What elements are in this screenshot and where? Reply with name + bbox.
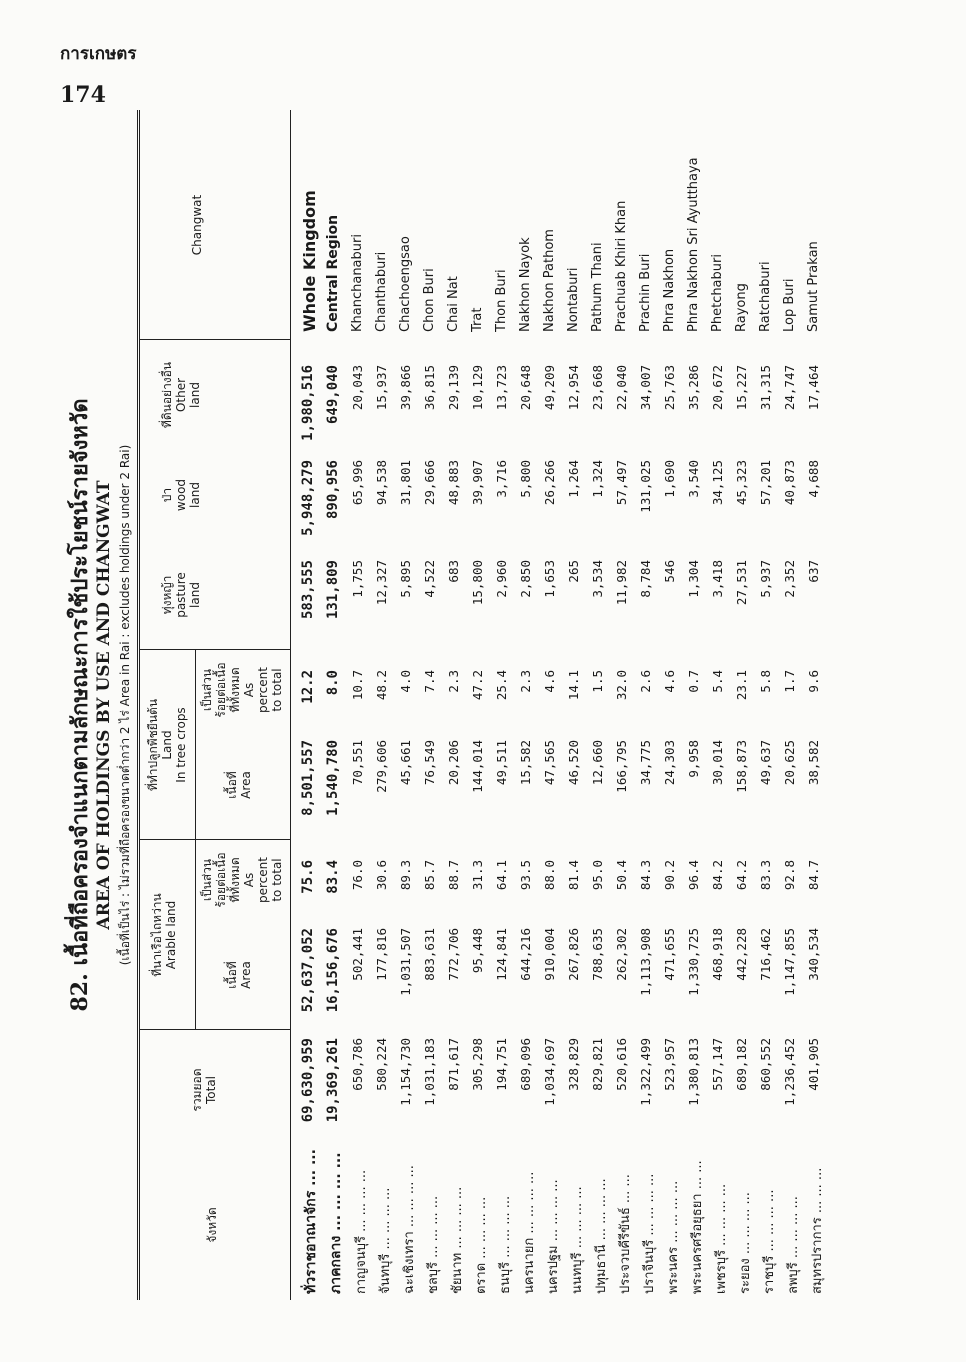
page-number: 174 [60, 82, 106, 108]
cell-en: Phra Nakhon [662, 248, 677, 332]
cell-th: ปราจีนบุรี ... ... ... ... [642, 1173, 657, 1294]
cell-arable: 502,441 [350, 928, 365, 981]
cell-arable: 883,631 [422, 928, 437, 981]
cell-arable: 262,302 [614, 928, 629, 981]
cell-tree-pct: 4.0 [398, 670, 413, 693]
cell-arable-pct: 96.4 [686, 860, 701, 891]
cell-wood: 131,025 [638, 460, 653, 513]
cell-arable: 177,816 [374, 928, 389, 981]
cell-en: Samut Prakan [806, 241, 821, 332]
cell-en: Central Region [325, 214, 341, 332]
cell-tree: 47,565 [542, 740, 557, 786]
cell-arable-pct: 81.4 [566, 860, 581, 891]
cell-arable: 340,534 [806, 928, 821, 981]
cell-pasture: 27,531 [734, 560, 749, 606]
cell-arable: 16,156,676 [325, 928, 341, 1013]
cell-tree: 158,873 [734, 740, 749, 793]
cell-tree: 15,582 [518, 740, 533, 786]
cell-total: 520,616 [614, 1038, 629, 1091]
cell-other: 29,139 [446, 365, 461, 411]
cell-wood: 34,125 [710, 460, 725, 506]
cell-arable-pct: 84.2 [710, 860, 725, 891]
cell-total: 829,821 [590, 1038, 605, 1091]
cell-arable-pct: 83.4 [325, 860, 341, 894]
cell-tree: 38,582 [806, 740, 821, 786]
cell-en: Trat [470, 307, 485, 332]
cell-en: Lop Buri [782, 278, 797, 332]
cell-pasture: 546 [662, 560, 677, 583]
cell-pasture: 5,895 [398, 560, 413, 598]
cell-wood: 57,201 [758, 460, 773, 506]
cell-total: 557,147 [710, 1038, 725, 1091]
cell-en: Nakhon Nayok [518, 237, 533, 332]
cell-tree: 9,958 [686, 740, 701, 778]
cell-arable-pct: 50.4 [614, 860, 629, 891]
cell-th: พระนครศรีอยุธยา ... ... [690, 1160, 705, 1294]
cell-arable: 52,637,052 [300, 928, 316, 1013]
cell-tree-pct: 10.7 [350, 670, 365, 701]
cell-tree: 279,606 [374, 740, 389, 793]
cell-arable: 442,228 [734, 928, 749, 981]
header-arable-percent: เป็นส่วน ร้อยต่อเนื้อ ที่ทั้งหมด As percent to total [200, 852, 284, 908]
header-tree: ที่ทำปลูกพืชยืนต้น Land In tree crops [146, 698, 188, 792]
cell-arable: 1,330,725 [686, 928, 701, 996]
cell-other: 15,227 [734, 365, 749, 411]
cell-pasture: 15,800 [470, 560, 485, 606]
cell-tree-pct: 12.2 [300, 670, 316, 704]
cell-th: ฉะเชิงเทรา ... ... ... ... [402, 1165, 417, 1294]
cell-tree-pct: 8.0 [325, 670, 341, 696]
cell-tree: 76,549 [422, 740, 437, 786]
cell-th: ชลบุรี ... ... ... ... [426, 1195, 441, 1294]
cell-wood: 26,266 [542, 460, 557, 506]
cell-arable-pct: 88.7 [446, 860, 461, 891]
cell-wood: 3,716 [494, 460, 509, 498]
cell-tree: 1,540,780 [325, 740, 341, 816]
cell-total: 1,034,697 [542, 1038, 557, 1106]
header-tree-area: เนื้อที่ Area [225, 771, 253, 799]
cell-tree: 45,661 [398, 740, 413, 786]
cell-arable-pct: 92.8 [782, 860, 797, 891]
cell-th: ชัยนาท ... ... ... ... [450, 1186, 465, 1294]
cell-tree-pct: 4.6 [542, 670, 557, 693]
cell-en: Pathum Thani [590, 242, 605, 332]
cell-arable: 124,841 [494, 928, 509, 981]
cell-pasture: 637 [806, 560, 821, 583]
cell-wood: 29,666 [422, 460, 437, 506]
cell-pasture: 131,809 [325, 560, 341, 620]
cell-th: สมุทรปราการ ... ... ... [810, 1167, 825, 1294]
rotated-table-page [50, 110, 850, 1300]
cell-arable-pct: 88.0 [542, 860, 557, 891]
header-arable-area: เนื้อที่ Area [225, 961, 253, 989]
cell-en: Thon Buri [494, 269, 509, 332]
cell-th: ภาคกลาง ... ... ... ... [328, 1152, 344, 1294]
cell-pasture: 4,522 [422, 560, 437, 598]
table-subtitle: (เนื้อที่เป็นไร่ : ไม่รวมที่ถือครองขนาดต่ำกว่า 2 ไร่ Area in Rai : excludes holdings under 2 Rai) [118, 444, 132, 966]
cell-wood: 1,690 [662, 460, 677, 498]
cell-tree-pct: 25.4 [494, 670, 509, 701]
cell-tree: 70,551 [350, 740, 365, 786]
cell-tree: 34,775 [638, 740, 653, 786]
cell-tree-pct: 14.1 [566, 670, 581, 701]
cell-tree: 49,511 [494, 740, 509, 786]
cell-tree-pct: 48.2 [374, 670, 389, 701]
cell-th: ทั่วราชอาณาจักร ... ... [303, 1149, 319, 1294]
cell-other: 39,866 [398, 365, 413, 411]
cell-wood: 1,264 [566, 460, 581, 498]
cell-other: 23,668 [590, 365, 605, 411]
header-total: รวมยอด Total [190, 1068, 218, 1112]
cell-en: Nontaburi [566, 267, 581, 332]
cell-arable: 267,826 [566, 928, 581, 981]
cell-th: ตราด ... ... ... ... [474, 1196, 489, 1294]
cell-tree-pct: 4.6 [662, 670, 677, 693]
cell-th: เพชรบุรี ... ... ... ... [714, 1183, 729, 1294]
cell-en: Phetchaburi [710, 254, 725, 332]
header-changwat-en: Changwat [190, 194, 204, 256]
cell-arable-pct: 84.7 [806, 860, 821, 891]
cell-th: ราชบุรี ... ... ... ... [762, 1189, 777, 1294]
cell-wood: 4,688 [806, 460, 821, 498]
cell-th: พระนคร ... ... ... ... [666, 1180, 681, 1294]
cell-arable: 1,147,855 [782, 928, 797, 996]
cell-total: 860,552 [758, 1038, 773, 1091]
cell-other: 15,937 [374, 365, 389, 411]
cell-other: 24,747 [782, 365, 797, 411]
cell-arable-pct: 83.3 [758, 860, 773, 891]
cell-en: Phra Nakhon Sri Ayutthaya [686, 157, 701, 332]
table-number: 82. [67, 973, 93, 1012]
cell-total: 689,182 [734, 1038, 749, 1091]
cell-total: 1,322,499 [638, 1038, 653, 1106]
cell-other: 20,648 [518, 365, 533, 411]
cell-pasture: 3,534 [590, 560, 605, 598]
cell-tree-pct: 1.5 [590, 670, 605, 693]
cell-pasture: 583,555 [300, 560, 316, 620]
cell-other: 17,464 [806, 365, 821, 411]
cell-pasture: 2,352 [782, 560, 797, 598]
cell-tree-pct: 5.8 [758, 670, 773, 693]
cell-total: 650,786 [350, 1038, 365, 1091]
cell-wood: 890,956 [325, 460, 341, 520]
cell-pasture: 12,327 [374, 560, 389, 606]
cell-en: Prachin Buri [638, 253, 653, 332]
cell-other: 34,007 [638, 365, 653, 411]
cell-total: 1,031,183 [422, 1038, 437, 1106]
cell-tree: 20,625 [782, 740, 797, 786]
header-wood: ป่า wood land [160, 478, 202, 512]
cell-arable: 644,216 [518, 928, 533, 981]
cell-arable: 471,655 [662, 928, 677, 981]
cell-arable: 1,113,908 [638, 928, 653, 996]
cell-total: 19,369,261 [325, 1038, 341, 1123]
cell-total: 1,380,813 [686, 1038, 701, 1106]
section-header: การเกษตร [60, 44, 137, 64]
cell-other: 1,980,516 [300, 365, 316, 441]
cell-arable: 716,462 [758, 928, 773, 981]
cell-wood: 39,907 [470, 460, 485, 506]
cell-tree: 8,501,557 [300, 740, 316, 816]
cell-arable-pct: 76.0 [350, 860, 365, 891]
cell-wood: 5,948,279 [300, 460, 316, 536]
cell-tree: 30,014 [710, 740, 725, 786]
cell-other: 25,763 [662, 365, 677, 411]
cell-total: 523,957 [662, 1038, 677, 1091]
header-tree-percent: เป็นส่วน ร้อยต่อเนื้อ ที่ทั้งหมด As percent to total [200, 662, 284, 718]
cell-th: ธนบุรี ... ... ... ... [498, 1195, 513, 1294]
cell-tree: 12,660 [590, 740, 605, 786]
cell-tree-pct: 5.4 [710, 670, 725, 693]
cell-total: 1,154,730 [398, 1038, 413, 1106]
cell-th: ลพบุรี ... ... ... ... [786, 1196, 801, 1294]
cell-pasture: 8,784 [638, 560, 653, 598]
header-arable: ที่นาเรือไถหว่าน Arable land [150, 893, 178, 977]
cell-other: 20,043 [350, 365, 365, 411]
cell-tree-pct: 1.7 [782, 670, 797, 693]
cell-arable-pct: 31.3 [470, 860, 485, 891]
cell-tree-pct: 2.6 [638, 670, 653, 693]
cell-total: 401,905 [806, 1038, 821, 1091]
cell-en: Chanthaburi [374, 251, 389, 332]
title-thai: เนื้อที่ถือครองจำแนกตามลักษณะการใช้ประโยชน์รายจังหวัด [67, 398, 93, 966]
cell-arable: 95,448 [470, 928, 485, 974]
cell-other: 31,315 [758, 365, 773, 411]
cell-arable-pct: 90.2 [662, 860, 677, 891]
cell-other: 649,040 [325, 365, 341, 425]
cell-total: 328,829 [566, 1038, 581, 1091]
cell-th: นครนายก ... ... ... ... [522, 1171, 537, 1294]
cell-pasture: 683 [446, 560, 461, 583]
header-pasture: ทุ่งหญ้า pasture land [160, 572, 202, 618]
cell-other: 13,723 [494, 365, 509, 411]
cell-tree-pct: 9.6 [806, 670, 821, 693]
cell-th: ประจวบคีรีขันธ์ ... ... [618, 1174, 633, 1294]
cell-tree-pct: 32.0 [614, 670, 629, 701]
cell-arable-pct: 75.6 [300, 860, 316, 894]
cell-en: Nakhon Pathom [542, 229, 557, 332]
cell-pasture: 2,960 [494, 560, 509, 598]
cell-arable-pct: 64.2 [734, 860, 749, 891]
cell-other: 20,672 [710, 365, 725, 411]
cell-wood: 3,540 [686, 460, 701, 498]
cell-wood: 48,883 [446, 460, 461, 506]
cell-arable: 788,635 [590, 928, 605, 981]
cell-th: ระยอง ... ... ... ... [738, 1192, 753, 1294]
cell-pasture: 1,755 [350, 560, 365, 598]
cell-en: Chon Buri [422, 268, 437, 332]
cell-total: 1,236,452 [782, 1038, 797, 1106]
cell-tree: 24,303 [662, 740, 677, 786]
cell-en: Whole Kingdom [300, 190, 319, 332]
cell-wood: 45,323 [734, 460, 749, 506]
header-other: ที่ดินอย่างอื่น Other land [160, 361, 202, 429]
cell-en: Chai Nat [446, 276, 461, 332]
cell-tree-pct: 7.4 [422, 670, 437, 693]
cell-other: 35,286 [686, 365, 701, 411]
cell-other: 36,815 [422, 365, 437, 411]
cell-arable: 1,031,507 [398, 928, 413, 996]
cell-pasture: 5,937 [758, 560, 773, 598]
cell-total: 580,224 [374, 1038, 389, 1091]
cell-wood: 1,324 [590, 460, 605, 498]
cell-arable-pct: 89.3 [398, 860, 413, 891]
cell-pasture: 1,304 [686, 560, 701, 598]
cell-pasture: 3,418 [710, 560, 725, 598]
cell-th: นครปฐม ... ... ... ... [546, 1179, 561, 1294]
cell-arable: 468,918 [710, 928, 725, 981]
cell-total: 871,617 [446, 1038, 461, 1091]
cell-other: 22,040 [614, 365, 629, 411]
cell-other: 10,129 [470, 365, 485, 411]
cell-arable-pct: 64.1 [494, 860, 509, 891]
cell-th: นนทบุรี ... ... ... ... [570, 1186, 585, 1294]
cell-arable: 910,004 [542, 928, 557, 981]
cell-tree-pct: 23.1 [734, 670, 749, 701]
cell-total: 194,751 [494, 1038, 509, 1091]
cell-wood: 31,801 [398, 460, 413, 506]
cell-th: ปทุมธานี ... ... ... ... [594, 1178, 609, 1294]
cell-pasture: 1,653 [542, 560, 557, 598]
cell-total: 69,630,959 [300, 1038, 316, 1123]
cell-wood: 5,800 [518, 460, 533, 498]
cell-en: Khanchanaburi [350, 234, 365, 332]
cell-arable-pct: 85.7 [422, 860, 437, 891]
cell-en: Ratchaburi [758, 261, 773, 332]
cell-arable: 772,706 [446, 928, 461, 981]
cell-pasture: 2,850 [518, 560, 533, 598]
cell-tree: 144,014 [470, 740, 485, 793]
cell-other: 49,209 [542, 365, 557, 411]
cell-en: Rayong [734, 283, 749, 332]
cell-th: จันทบุรี ... ... ... ... [378, 1187, 393, 1294]
cell-arable-pct: 30.6 [374, 860, 389, 891]
cell-tree: 166,795 [614, 740, 629, 793]
cell-th: กาญจนบุรี ... ... ... ... [354, 1169, 369, 1294]
cell-wood: 65,996 [350, 460, 365, 506]
cell-wood: 57,497 [614, 460, 629, 506]
cell-en: Chachoengsao [398, 236, 413, 332]
cell-arable-pct: 93.5 [518, 860, 533, 891]
cell-en: Prachuab Khiri Khan [614, 200, 629, 332]
cell-tree: 20,206 [446, 740, 461, 786]
cell-tree-pct: 2.3 [446, 670, 461, 693]
cell-other: 12,954 [566, 365, 581, 411]
cell-pasture: 11,982 [614, 560, 629, 606]
cell-wood: 40,873 [782, 460, 797, 506]
title-english: AREA OF HOLDINGS BY USE AND CHANGWAT [94, 480, 114, 930]
cell-pasture: 265 [566, 560, 581, 583]
cell-tree-pct: 2.3 [518, 670, 533, 693]
cell-tree: 46,520 [566, 740, 581, 786]
cell-arable-pct: 95.0 [590, 860, 605, 891]
cell-total: 689,096 [518, 1038, 533, 1091]
cell-total: 305,298 [470, 1038, 485, 1091]
cell-tree: 49,637 [758, 740, 773, 786]
cell-tree-pct: 0.7 [686, 670, 701, 693]
cell-wood: 94,538 [374, 460, 389, 506]
cell-arable-pct: 84.3 [638, 860, 653, 891]
header-changwat-th: จังหวัด [205, 1207, 219, 1243]
cell-tree-pct: 47.2 [470, 670, 485, 701]
